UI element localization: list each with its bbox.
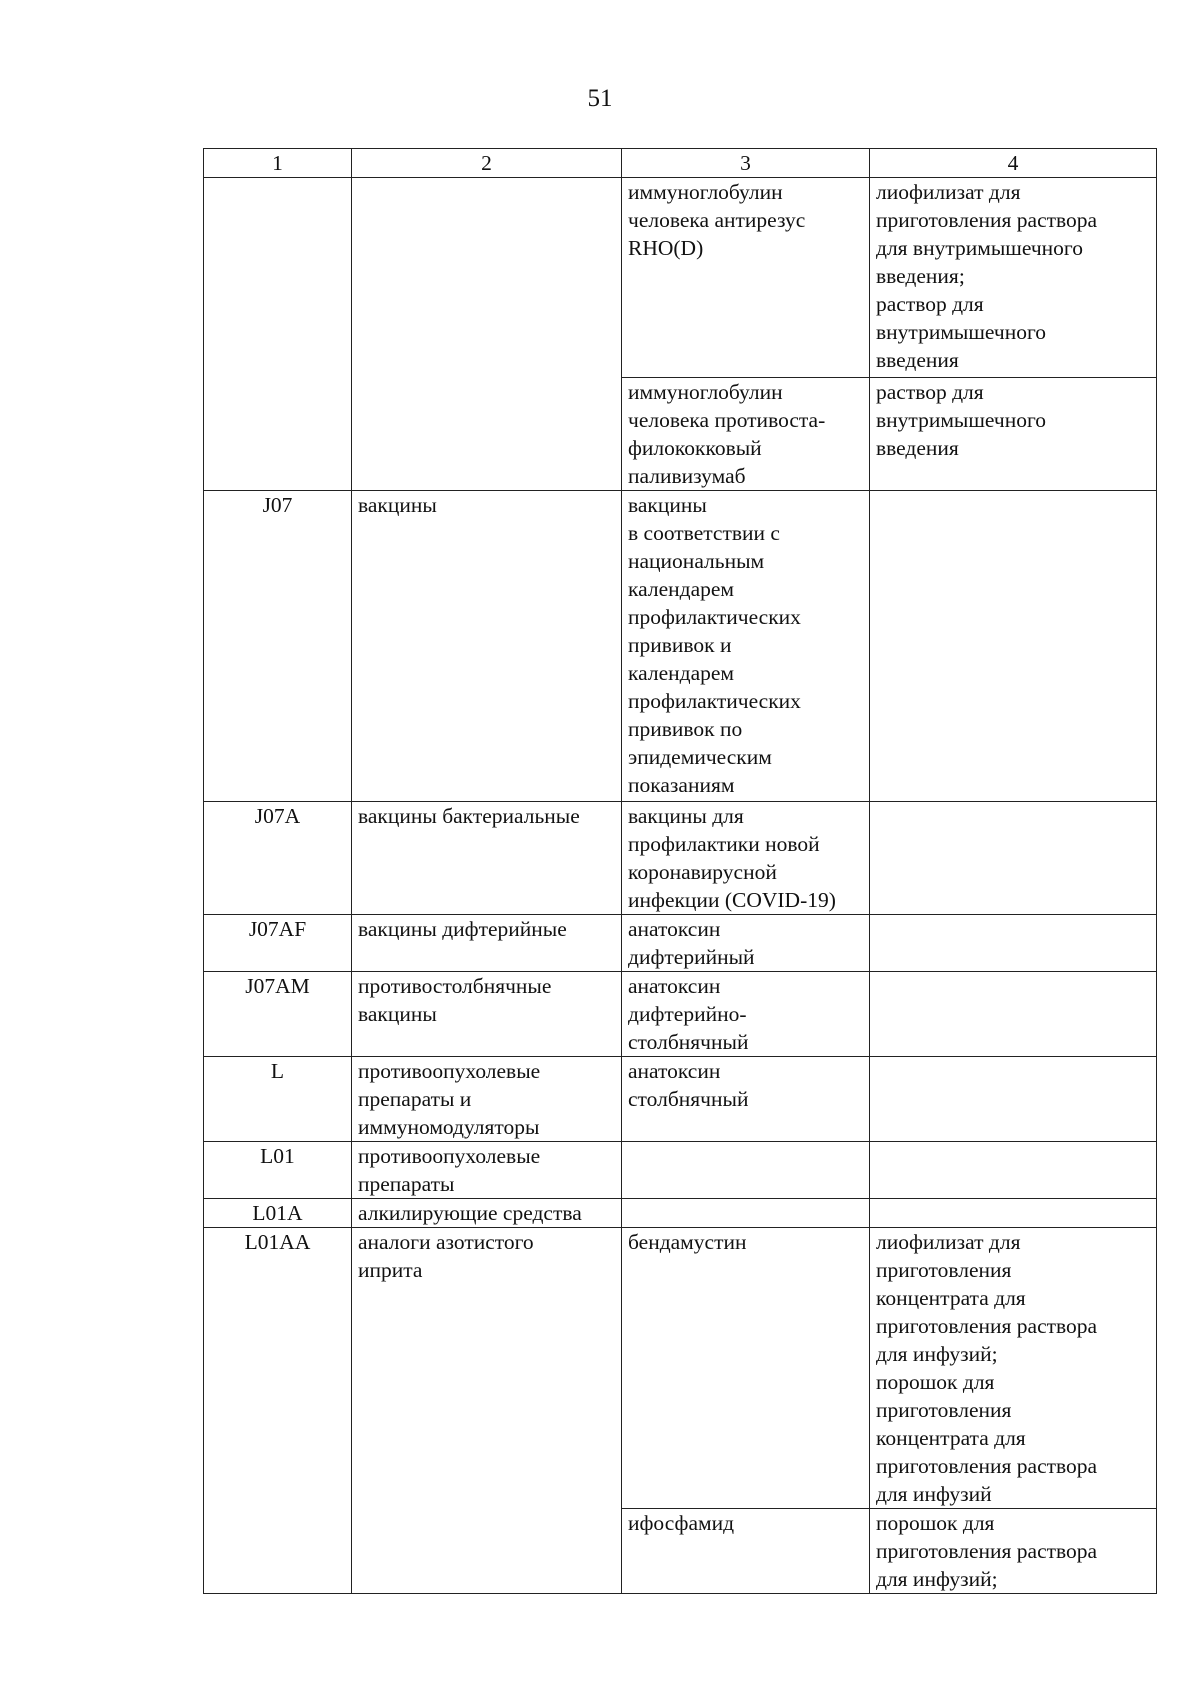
dosage-form-cell <box>870 1057 1157 1142</box>
table-row <box>204 1142 1157 1199</box>
medication-table <box>203 148 1157 1594</box>
drug-name-cell: анатоксин дифтерийный <box>622 915 870 972</box>
table-row <box>204 491 1157 802</box>
table-row <box>204 1057 1157 1142</box>
group-cell: вакцины бактериальные <box>352 802 622 915</box>
dosage-form-cell: раствор для внутримышечного введения <box>870 378 1157 491</box>
drug-name-cell <box>622 1199 870 1228</box>
group-cell <box>352 178 622 491</box>
table-header-row <box>204 149 1157 178</box>
column-header-1: 1 <box>204 149 352 178</box>
table-row <box>204 1199 1157 1228</box>
drug-name-cell: ифосфамид <box>622 1509 870 1594</box>
drug-name-cell: анатоксин столбнячный <box>622 1057 870 1142</box>
atc-code-cell: L01 <box>204 1142 352 1199</box>
table-row <box>204 915 1157 972</box>
atc-code-cell <box>204 178 352 491</box>
column-header-2: 2 <box>352 149 622 178</box>
dosage-form-cell: лиофилизат для приготовления раствора для внутримышечного введения; раствор для внутримышечного введения <box>870 178 1157 378</box>
dosage-form-cell: порошок для приготовления раствора для инфузий; <box>870 1509 1157 1594</box>
group-cell: противоопухолевые препараты и иммуномодуляторы <box>352 1057 622 1142</box>
atc-code-cell: J07 <box>204 491 352 802</box>
column-header-3: 3 <box>622 149 870 178</box>
page-number: 51 <box>587 85 613 112</box>
atc-code-cell: J07AF <box>204 915 352 972</box>
atc-code-cell: J07AM <box>204 972 352 1057</box>
table-row <box>204 802 1157 915</box>
dosage-form-cell <box>870 491 1157 802</box>
group-cell: алкилирующие средства <box>352 1199 622 1228</box>
drug-name-cell: вакцины для профилактики новой коронавирусной инфекции (COVID-19) <box>622 802 870 915</box>
group-cell: противоопухолевые препараты <box>352 1142 622 1199</box>
dosage-form-cell: лиофилизат для приготовления концентрата для приготовления раствора для инфузий; порошок для приготовления концентрата для приготовления раствора для инфузий <box>870 1228 1157 1509</box>
drug-name-cell <box>622 1142 870 1199</box>
dosage-form-cell <box>870 1142 1157 1199</box>
drug-name-cell: иммуноглобулин человека антирезус RHO(D) <box>622 178 870 378</box>
table-row <box>204 972 1157 1057</box>
group-cell: противостолбнячные вакцины <box>352 972 622 1057</box>
atc-code-cell: L01A <box>204 1199 352 1228</box>
column-header-4: 4 <box>870 149 1157 178</box>
dosage-form-cell <box>870 802 1157 915</box>
atc-code-cell: L01AA <box>204 1228 352 1594</box>
dosage-form-cell <box>870 915 1157 972</box>
drug-name-cell: бендамустин <box>622 1228 870 1509</box>
drug-name-cell: анатоксин дифтерийно- столбнячный <box>622 972 870 1057</box>
atc-code-cell: J07A <box>204 802 352 915</box>
atc-code-cell: L <box>204 1057 352 1142</box>
drug-name-cell: вакцины в соответствии с национальным календарем профилактических прививок и календарем профилактических прививок по эпидемическим показаниям <box>622 491 870 802</box>
dosage-form-cell <box>870 1199 1157 1228</box>
table-row <box>204 178 1157 378</box>
table-row <box>204 1228 1157 1509</box>
group-cell: вакцины дифтерийные <box>352 915 622 972</box>
group-cell: аналоги азотистого иприта <box>352 1228 622 1594</box>
dosage-form-cell <box>870 972 1157 1057</box>
group-cell: вакцины <box>352 491 622 802</box>
drug-name-cell: иммуноглобулин человека противоста- филококковый паливизумаб <box>622 378 870 491</box>
